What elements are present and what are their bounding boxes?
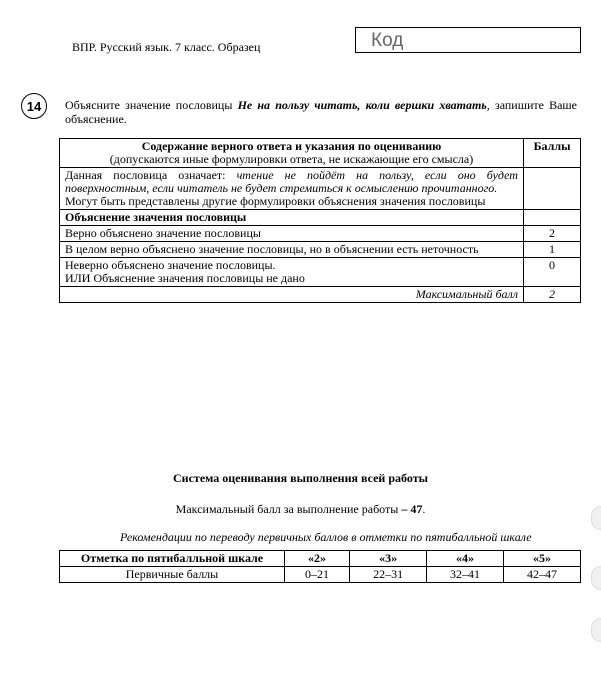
max-label: Максимальный балл <box>60 287 524 303</box>
page-header-title: ВПР. Русский язык. 7 класс. Образец <box>72 40 261 54</box>
scroll-edge-handle[interactable] <box>591 506 601 530</box>
points-row-label: Первичные баллы <box>60 567 285 583</box>
criteria-header-content <box>60 139 524 168</box>
question-text <box>65 98 577 126</box>
criteria-header-points: Баллы <box>524 139 581 168</box>
question-text-after: , запишите Ваше объяснение. <box>65 98 577 126</box>
question-text-before: Объясните значение пословицы <box>65 98 238 112</box>
max-score-text: Максимальный балл за выполнение работы <box>175 502 402 516</box>
points-row <box>60 567 581 583</box>
code-label: Код <box>371 30 404 51</box>
question-number: 14 <box>21 93 47 119</box>
criteria-row <box>60 258 581 287</box>
criteria-row-text: Верно объяснено значение пословицы <box>60 226 524 242</box>
answer-points-empty <box>524 168 581 210</box>
criteria-row-text <box>60 258 524 287</box>
scroll-edge-handle[interactable] <box>591 566 601 590</box>
grade-cell: «5» <box>504 551 581 567</box>
scroll-edge-handle[interactable] <box>591 618 601 642</box>
points-range-cell: 42–47 <box>504 567 581 583</box>
criteria-row-text-line2: ИЛИ Объяснение значения пословицы не дано <box>65 271 305 285</box>
criteria-row-points: 2 <box>524 226 581 242</box>
code-field[interactable] <box>355 27 581 53</box>
points-range-cell: 22–31 <box>350 567 427 583</box>
answer-note: Могут быть представлены другие формулировки объяснения значения пословицы <box>65 194 486 208</box>
criteria-row-text: В целом верно объяснено значение пословицы, но в объяснении есть неточность <box>60 242 524 258</box>
points-range-cell: 0–21 <box>285 567 350 583</box>
grade-cell: «4» <box>427 551 504 567</box>
recommendation-text: Рекомендации по переводу первичных баллов в отметки по пятибалльной шкале <box>120 530 532 544</box>
criteria-row <box>60 242 581 258</box>
criteria-header-main: Содержание верного ответа и указания по оцениванию <box>141 139 442 153</box>
scoring-title: Система оценивания выполнения всей работы <box>173 471 428 485</box>
max-row <box>60 287 581 303</box>
answer-intro: Данная пословица означает: <box>65 168 237 182</box>
criteria-header-sub: (допускаются иные формулировки ответа, не искажающие его смысла) <box>109 152 474 166</box>
section-row <box>60 210 581 226</box>
criteria-row-text-line1: Неверно объяснено значение пословицы. <box>65 258 276 272</box>
proverb: Не на пользу читать, коли вершки хватать <box>237 98 487 112</box>
points-range-cell: 32–41 <box>427 567 504 583</box>
criteria-row-points: 0 <box>524 258 581 287</box>
criteria-row-points: 1 <box>524 242 581 258</box>
grade-table <box>59 550 581 583</box>
answer-row <box>60 168 581 210</box>
criteria-header-row <box>60 139 581 168</box>
criteria-table <box>59 138 581 303</box>
max-value: 2 <box>524 287 581 303</box>
grade-row <box>60 551 581 567</box>
grade-cell: «3» <box>350 551 427 567</box>
max-score-value: – 47 <box>401 502 423 516</box>
section-points-empty <box>524 210 581 226</box>
answer-cell <box>60 168 524 210</box>
section-title: Объяснение значения пословицы <box>60 210 524 226</box>
answer-italic: чтение не пойдёт на пользу, если оно будет поверхностным, если читатель не будет стремиться к осмыслению прочитанного. <box>65 168 518 195</box>
max-score-end: . <box>422 502 426 516</box>
max-score-line <box>0 502 601 517</box>
criteria-row <box>60 226 581 242</box>
grade-cell: «2» <box>285 551 350 567</box>
grade-row-label: Отметка по пятибалльной шкале <box>60 551 285 567</box>
